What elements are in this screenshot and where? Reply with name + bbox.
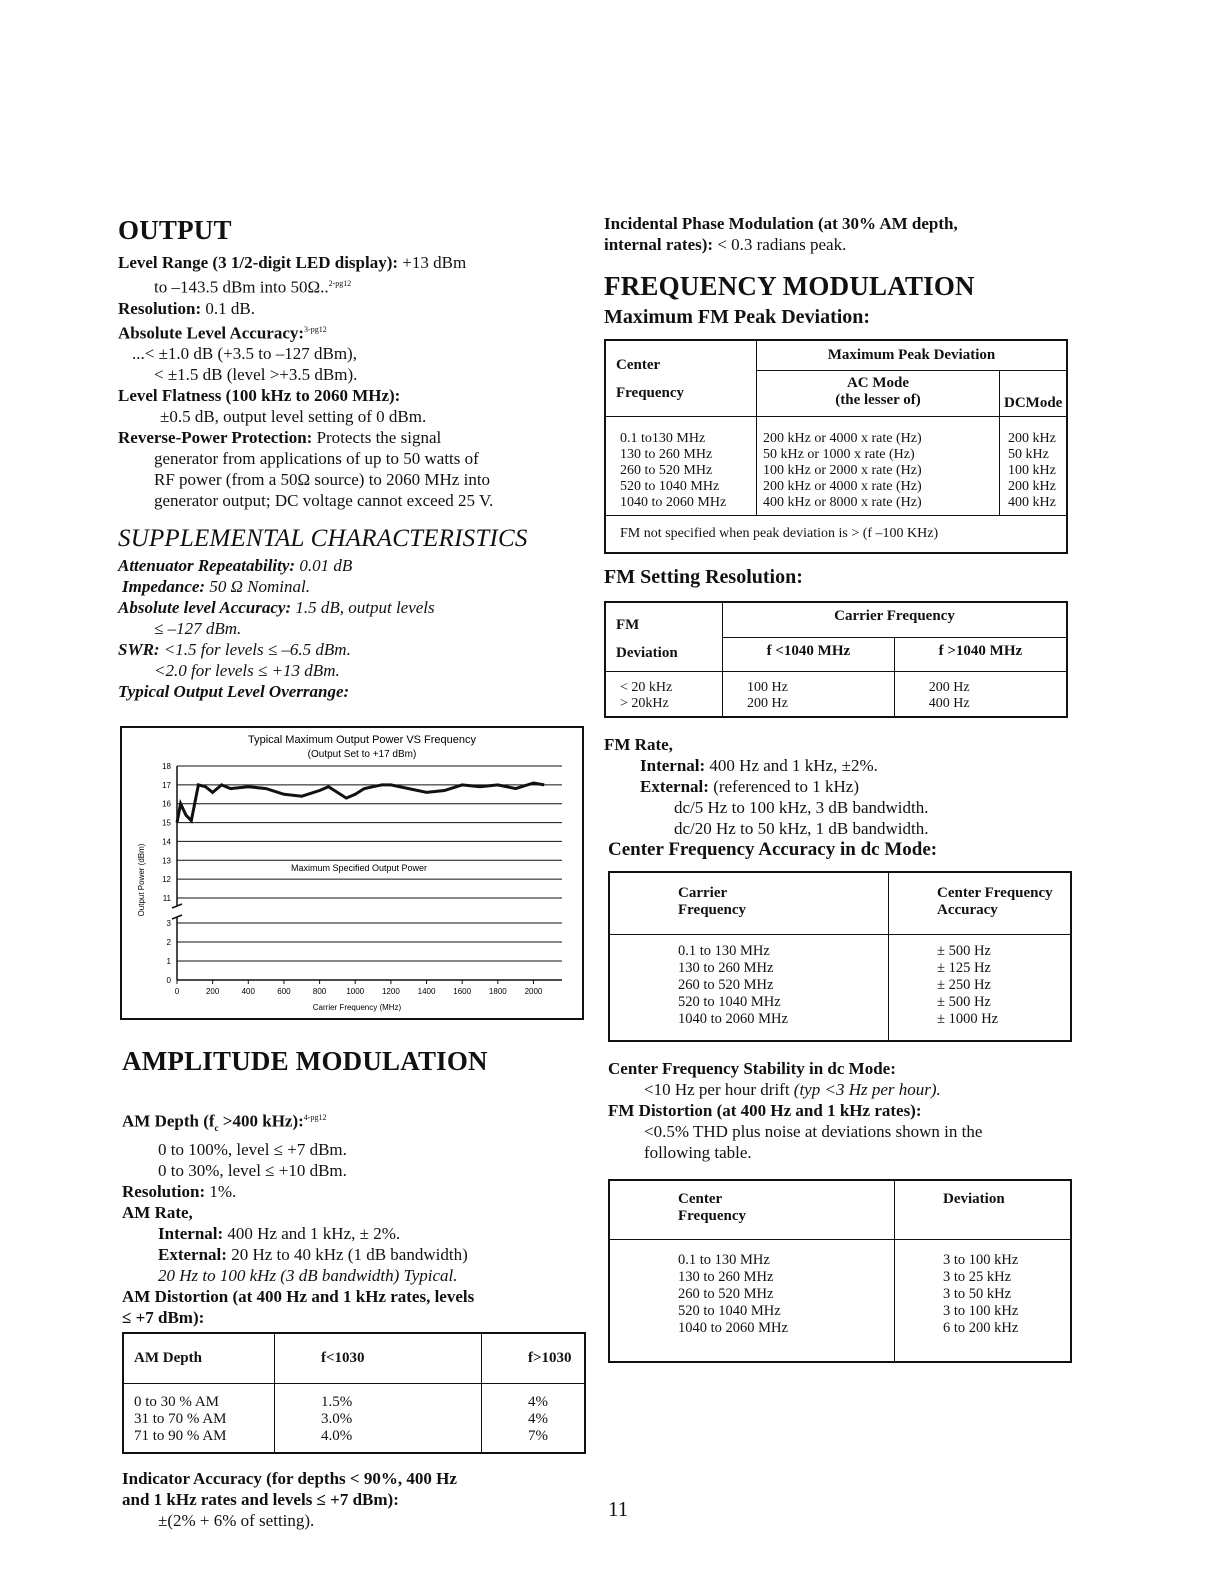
resolution-value: 0.1 dB. <box>205 298 255 318</box>
x-tick-label: 800 <box>312 987 327 996</box>
am-dist-col2 <box>275 1383 482 1453</box>
dev-h-max: Maximum Peak Deviation <box>757 340 1068 371</box>
series-line <box>177 783 544 823</box>
abs-level-cont: ≤ –127 dBm. <box>154 619 242 639</box>
res-h-dev: Deviation <box>616 645 678 661</box>
fmd-cell: 0.1 to 130 MHz <box>678 1252 770 1268</box>
cfa-col1 <box>609 934 889 1041</box>
right-column <box>604 213 1074 1363</box>
am-depth-ref: 4-pg12 <box>303 1113 327 1122</box>
flatness-label: Level Flatness (100 kHz to 2060 MHz): <box>118 386 401 406</box>
y-tick-label: 15 <box>162 818 171 828</box>
abs-acc-1: ...< ±1.0 dB (+3.5 to –127 dBm), <box>132 344 357 364</box>
swr-1: <1.5 for levels ≤ –6.5 dBm. <box>163 640 351 660</box>
res-table <box>604 601 1068 718</box>
res-cell: < 20 kHz <box>620 680 673 695</box>
res-label: FM Setting Resolution: <box>604 566 803 588</box>
cfs-label: Center Frequency Stability in dc Mode: <box>608 1058 896 1078</box>
am-ext-typ: 20 Hz to 100 kHz (3 dB bandwidth) Typical. <box>158 1266 458 1286</box>
am-depth-label2: >400 kHz): <box>218 1111 304 1131</box>
overrange-label: Typical Output Level Overrange: <box>118 682 350 702</box>
dev-cell: 130 to 260 MHz <box>620 447 713 462</box>
dev-cell: 200 kHz or 4000 x rate (Hz) <box>763 479 922 494</box>
dev-cell: 100 kHz or 2000 x rate (Hz) <box>763 463 922 478</box>
abs-acc-label: Absolute Level Accuracy: <box>118 323 305 343</box>
res-col2 <box>723 672 895 718</box>
flatness-value: ±0.5 dB, output level setting of 0 dBm. <box>160 407 427 427</box>
supplemental-heading: SUPPLEMENTAL CHARACTERISTICS <box>118 525 528 553</box>
dev-cell: 200 kHz or 4000 x rate (Hz) <box>763 431 922 446</box>
am-ext-value: 20 Hz to 40 kHz (1 dB bandwidth) <box>231 1245 468 1265</box>
cfa-cell: 260 to 520 MHz <box>678 976 774 993</box>
dev-col-freq <box>605 417 757 516</box>
y-tick-label: 2 <box>166 938 171 947</box>
am-dist-h2: f<1030 <box>275 1333 482 1383</box>
am-int-label: Internal: <box>158 1224 224 1244</box>
level-range-value: +13 dBm <box>402 253 467 272</box>
swr-label: SWR: <box>118 640 160 660</box>
rpp-label: Reverse-Power Protection: <box>118 428 313 448</box>
y-tick-label: 13 <box>162 856 171 866</box>
am-dist-cell: 31 to 70 % AM <box>134 1410 227 1427</box>
abs-acc-ref: 3-pg12 <box>304 324 327 334</box>
x-tick-label: 1200 <box>381 987 400 996</box>
fmd-2: following table. <box>644 1142 752 1162</box>
res-cell: 400 Hz <box>928 696 970 711</box>
level-range-cont: to –143.5 dBm into 50Ω.. <box>154 277 329 297</box>
am-depth-label: AM Depth (f <box>122 1111 215 1131</box>
fmd-label: FM Distortion (at 400 Hz and 1 kHz rates): <box>608 1100 922 1120</box>
dev-h-ac2: (the lesser of) <box>835 392 921 408</box>
output-power-chart <box>120 726 584 1020</box>
am-dist-cell: 4.0% <box>321 1427 353 1444</box>
y-tick-label: 11 <box>162 894 171 903</box>
am-dist-cell: 7% <box>528 1427 548 1444</box>
rpp-1: Protects the signal <box>316 428 442 448</box>
dev-col-dc <box>1000 417 1068 516</box>
am-dist-col3 <box>482 1383 586 1453</box>
am-dist-col1 <box>123 1383 275 1453</box>
cfa-h2b: Accuracy <box>937 902 998 918</box>
dev-col-ac <box>757 417 1000 516</box>
res-h-c2: f >1040 MHz <box>894 637 1067 671</box>
cfa-cell: 1040 to 2060 MHz <box>678 1010 788 1027</box>
cfa-cell: ± 500 Hz <box>937 942 991 959</box>
cfa-cell: ± 125 Hz <box>937 959 991 976</box>
x-tick-label: 1400 <box>417 987 436 996</box>
abs-level-value: 1.5 dB, output levels <box>295 598 435 618</box>
dev-cell: 50 kHz or 1000 x rate (Hz) <box>763 447 915 462</box>
cfa-table <box>608 871 1072 1042</box>
rpp-4: generator output; DC voltage cannot exceed 25 V. <box>154 491 494 511</box>
cfa-cell: ± 500 Hz <box>937 993 991 1010</box>
ind-label: Indicator Accuracy (for depths < 90%, 400 Hz <box>122 1469 457 1489</box>
x-tick-label: 2000 <box>524 987 543 996</box>
output-heading: OUTPUT <box>118 215 232 245</box>
am-dist-cell: 4% <box>528 1393 548 1410</box>
dev-cell: 400 kHz <box>1008 495 1056 510</box>
fmd-h1: Center <box>678 1190 723 1207</box>
att-value: 0.01 dB <box>299 556 353 576</box>
abs-acc-2: < ±1.5 dB (level >+3.5 dBm). <box>154 365 358 385</box>
chart-annotation: Maximum Specified Output Power <box>290 863 428 873</box>
fm-int-value: 400 Hz and 1 kHz, ±2%. <box>709 756 878 775</box>
y-tick-label: 0 <box>166 976 171 985</box>
ipm-value: < 0.3 radians peak. <box>717 235 847 254</box>
fmd-h1b: Frequency <box>678 1207 747 1224</box>
cfa-h1: Carrier <box>678 885 728 901</box>
fm-ext-label: External: <box>640 777 709 796</box>
fmd-cell: 3 to 100 kHz <box>943 1252 1019 1268</box>
ipm-label: Incidental Phase Modulation (at 30% AM depth, <box>604 214 958 233</box>
left-column <box>118 215 588 702</box>
y-tick-label: 14 <box>162 837 171 847</box>
dev-cell: 520 to 1040 MHz <box>620 479 720 494</box>
x-tick-label: 1800 <box>488 987 507 996</box>
dev-cell: 260 to 520 MHz <box>620 463 713 478</box>
fm-ext-2: dc/20 Hz to 50 kHz, 1 dB bandwidth. <box>674 819 929 838</box>
am-depth-sub: c <box>214 1123 219 1134</box>
rpp-3: RF power (from a 50Ω source) to 2060 MHz into <box>154 470 491 490</box>
cfa-label: Center Frequency Accuracy in dc Mode: <box>608 839 938 860</box>
y-tick-label: 1 <box>166 957 171 966</box>
ipm-label2: internal rates): <box>604 235 714 254</box>
abs-level-label: Absolute level Accuracy: <box>118 598 292 618</box>
am-heading: AMPLITUDE MODULATION <box>122 1046 488 1076</box>
cfa-cell: 520 to 1040 MHz <box>678 993 781 1010</box>
x-tick-label: 600 <box>277 987 291 996</box>
am-int-value: 400 Hz and 1 kHz, ± 2%. <box>227 1224 401 1244</box>
imp-value: 50 Ω Nominal. <box>209 577 310 597</box>
am-dist-cell: 3.0% <box>321 1410 353 1427</box>
dev-cell: 1040 to 2060 MHz <box>620 495 727 510</box>
rpp-2: generator from applications of up to 50 watts of <box>154 449 479 469</box>
res-h-carrier: Carrier Frequency <box>723 602 1068 637</box>
am-dist-cell: 0 to 30 % AM <box>134 1393 220 1410</box>
dev-note: FM not specified when peak deviation is > (f –100 KHz) <box>605 516 1067 554</box>
cfa-cell: 0.1 to 130 MHz <box>678 942 770 959</box>
am-depth-1: 0 to 100%, level ≤ +7 dBm. <box>158 1140 347 1160</box>
res-h-c1: f <1040 MHz <box>723 637 895 671</box>
fmd-cell: 520 to 1040 MHz <box>678 1303 781 1319</box>
x-tick-label: 0 <box>174 987 180 996</box>
cfa-cell: 130 to 260 MHz <box>678 959 774 976</box>
dev-h-dc: DCMode <box>1000 371 1068 417</box>
fm-heading: FREQUENCY MODULATION <box>604 271 975 301</box>
fmd-cell: 3 to 50 kHz <box>943 1286 1012 1302</box>
cfa-cell: ± 250 Hz <box>937 976 991 993</box>
chart-subtitle: (Output Set to +17 dBm) <box>307 749 417 760</box>
res-col3 <box>894 672 1067 718</box>
x-tick-label: 400 <box>241 987 255 996</box>
fmd-h2: Deviation <box>895 1180 1072 1240</box>
dev-table <box>604 339 1068 554</box>
page-number: 11 <box>608 1497 629 1521</box>
am-dist-h1: AM Depth <box>123 1333 275 1383</box>
am-section <box>122 1046 592 1531</box>
imp-label: Impedance: <box>122 577 206 597</box>
fmd-1: <0.5% THD plus noise at deviations shown in the <box>644 1121 983 1141</box>
am-depth-2: 0 to 30%, level ≤ +10 dBm. <box>158 1161 347 1181</box>
cfa-col2 <box>889 934 1072 1041</box>
chart-title: Typical Maximum Output Power VS Frequency <box>247 734 477 746</box>
am-ext-label: External: <box>158 1245 227 1265</box>
am-res-label: Resolution: <box>122 1182 206 1202</box>
am-dist-cell: 1.5% <box>321 1393 353 1410</box>
res-cell: 200 Hz <box>747 696 788 711</box>
res-cell: 200 Hz <box>928 680 970 695</box>
dev-cell: 400 kHz or 8000 x rate (Hz) <box>763 495 922 510</box>
y-tick-label: 3 <box>166 919 171 928</box>
res-cell: 100 Hz <box>747 680 788 695</box>
dev-h-freq: Frequency <box>616 385 685 401</box>
resolution-label: Resolution: <box>118 298 202 318</box>
y-tick-label: 12 <box>162 875 171 885</box>
cfa-cell: ± 1000 Hz <box>937 1010 999 1027</box>
y-tick-label: 17 <box>162 780 171 790</box>
dev-h-center: Center <box>616 357 661 373</box>
fmd-cell: 6 to 200 kHz <box>943 1320 1019 1336</box>
chart-ylabel: Output Power (dBm) <box>137 843 146 917</box>
am-dist-h3: f>1030 <box>482 1333 586 1383</box>
fm-ext-value: (referenced to 1 kHz) <box>713 777 860 796</box>
fmd-col2 <box>895 1240 1072 1363</box>
fm-int-label: Internal: <box>640 756 706 775</box>
dev-cell: 100 kHz <box>1008 463 1056 478</box>
am-dist-cell: 4% <box>528 1410 548 1427</box>
fmd-cell: 3 to 100 kHz <box>943 1303 1019 1319</box>
fmd-cell: 1040 to 2060 MHz <box>678 1320 788 1336</box>
dev-h-ac: AC Mode <box>846 375 910 391</box>
ind-label2: and 1 kHz rates and levels ≤ +7 dBm): <box>122 1490 399 1510</box>
fmd-cell: 130 to 260 MHz <box>678 1269 774 1285</box>
am-rate-label: AM Rate, <box>122 1203 193 1223</box>
dev-cell: 200 kHz <box>1008 479 1056 494</box>
cfa-h1b: Frequency <box>678 902 747 918</box>
y-tick-label: 18 <box>162 762 171 771</box>
att-label: Attenuator Repeatability: <box>118 556 296 576</box>
y-tick-label: 16 <box>162 799 171 809</box>
level-range-ref: 2-pg12 <box>328 279 352 288</box>
cfs-typ: (typ <3 Hz per hour). <box>793 1079 941 1099</box>
fmd-table <box>608 1179 1072 1364</box>
max-dev-label: Maximum FM Peak Deviation: <box>604 306 871 328</box>
fmd-cell: 260 to 520 MHz <box>678 1286 774 1302</box>
am-dist-label: AM Distortion (at 400 Hz and 1 kHz rates, levels <box>122 1287 475 1307</box>
swr-2: <2.0 for levels ≤ +13 dBm. <box>154 661 340 681</box>
x-tick-label: 200 <box>205 987 220 996</box>
am-res-value: 1%. <box>209 1182 237 1202</box>
fm-ext-1: dc/5 Hz to 100 kHz, 3 dB bandwidth. <box>674 798 929 817</box>
fmd-cell: 3 to 25 kHz <box>943 1269 1012 1285</box>
level-range-label: Level Range (3 1/2-digit LED display): <box>118 253 399 272</box>
res-col1 <box>605 672 723 718</box>
dev-cell: 0.1 to130 MHz <box>620 431 706 446</box>
res-h-fm: FM <box>616 617 640 633</box>
am-dist-table <box>122 1332 586 1454</box>
am-dist-label2: ≤ +7 dBm): <box>122 1308 205 1328</box>
fm-rate-label: FM Rate, <box>604 735 673 754</box>
cfs-value: <10 Hz per hour drift <box>644 1079 790 1099</box>
res-cell: > 20kHz <box>620 696 669 711</box>
dev-cell: 50 kHz <box>1008 447 1049 462</box>
chart-svg <box>122 728 582 1018</box>
fmd-col1 <box>609 1240 895 1363</box>
x-tick-label: 1600 <box>453 987 472 996</box>
dev-cell: 200 kHz <box>1008 431 1056 446</box>
cfa-h2: Center Frequency <box>937 885 1053 901</box>
chart-xlabel: Carrier Frequency (MHz) <box>312 1003 402 1012</box>
am-dist-cell: 71 to 90 % AM <box>134 1427 227 1444</box>
x-tick-label: 1000 <box>346 987 365 996</box>
ind-value: ±(2% + 6% of setting). <box>158 1511 315 1531</box>
